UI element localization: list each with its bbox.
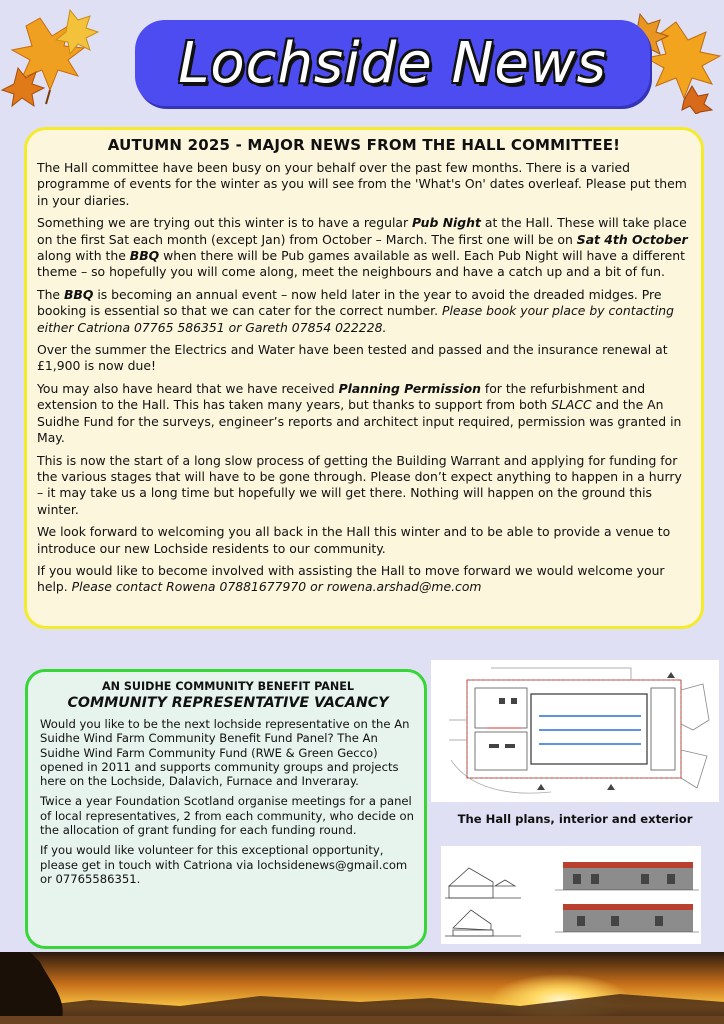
hall-news-heading: AUTUMN 2025 - MAJOR NEWS FROM THE HALL COMMITTEE! <box>107 136 621 154</box>
booking-contact: Please book your place by contacting either Catriona 07765 586351 or Gareth 07854 022228. <box>37 303 675 335</box>
hall-news-paragraph-8: If you would like to become involved with assisting the Hall to move forward we would welcome your help. Please contact Rowena 07881677970 or rowena.arshad@me.com <box>37 562 665 595</box>
pub-night-highlight: Pub Night <box>412 215 481 231</box>
planning-permission-highlight: Planning Permission <box>338 380 481 396</box>
bbq-highlight: BBQ <box>129 248 160 264</box>
hall-news-paragraph-5: You may also have heard that we have received Planning Permission for the refurbishment and extension to the Hall. This has taken many years, but thanks to support from both SLACC and the An Suidhe Fund for the surveys, engineer’s reports and architect input required, permission was granted in May. <box>37 380 682 446</box>
newsletter-title: Lochside News <box>178 30 607 96</box>
autumn-leaves-left-decoration <box>0 8 110 108</box>
benefit-panel-vacancy-box <box>25 669 427 949</box>
hall-news-paragraph-3: The BBQ is becoming an annual event – now held later in the year to avoid the dreaded midges. Pre booking is essential so that we can cater for the correct number. Please book your place by contacting either Catriona 07765 586351 or Gareth 07854 022228. <box>37 286 675 335</box>
hall-committee-news-box <box>24 127 704 629</box>
hall-news-paragraph-4: Over the summer the Electrics and Water have been tested and passed and the insurance renewal at £1,900 is now due! <box>37 342 668 374</box>
hall-news-paragraph-1: The Hall committee have been busy on your behalf over the past few months. There is a varied programme of events for the winter as you will see from the 'What's On' dates overleaf. Please put them in your diaries. <box>37 160 687 208</box>
panel-subheading: COMMUNITY REPRESENTATIVE VACANCY <box>67 695 389 711</box>
hall-news-paragraph-7: We look forward to welcoming you all back in the Hall this winter and to be able to provide a venue to introduce our new Lochside residents to our community. <box>37 524 671 556</box>
hall-plans-caption: The Hall plans, interior and exterior <box>457 812 693 826</box>
panel-paragraph-3: If you would like volunteer for this exceptional opportunity, please get in touch with Catriona via lochsidenews@gmail.com or 07765586351. <box>40 843 408 886</box>
rowena-contact: Please contact Rowena 07881677970 or rowena.arshad@me.com <box>71 579 482 595</box>
hall-elevations-image <box>441 846 701 944</box>
loch-sunset-photo <box>0 952 724 1024</box>
panel-paragraph-1: Would you like to be the next lochside representative on the An Suidhe Wind Farm Community Benefit Fund Panel? The An Suidhe Wind Farm Community Fund (RWE & Green Gecco) opened in 2011 and supports community groups and projects here on the Lochside, Dalavich, Furnace and Inveraray. <box>40 717 410 789</box>
hall-news-paragraph-6: This is now the start of a long slow process of getting the Building Warrant and applying for funding for the various stages that will have to be gone through. Please don’t expect anything to happen in a hurry – it may take us a long time but hopefully we will get there. Nothing will happen on the ground this winter. <box>37 452 682 517</box>
slacc-highlight: SLACC <box>551 397 592 413</box>
date-highlight: Sat 4th October <box>576 231 688 247</box>
panel-paragraph-2: Twice a year Foundation Scotland organise meetings for a panel of local representatives, 2 from each community, who decide on the allocation of grant funding for each funding round. <box>40 794 414 838</box>
hall-news-paragraph-2: Something we are trying out this winter is to have a regular Pub Night at the Hall. These will take place on the first Sat each month (except Jan) from October – March. The first one will be on Sat 4th October along with the BBQ when there will be Pub games available as well. Each Pub Night will have a different theme – so hopefully you will come along, meet the neighbours and have a catch up and a bit of fun. <box>37 215 688 280</box>
panel-heading: AN SUIDHE COMMUNITY BENEFIT PANEL <box>101 680 355 693</box>
hall-floor-plan-image <box>431 660 719 802</box>
masthead-banner <box>135 20 650 106</box>
bbq-highlight: BBQ <box>63 286 94 302</box>
